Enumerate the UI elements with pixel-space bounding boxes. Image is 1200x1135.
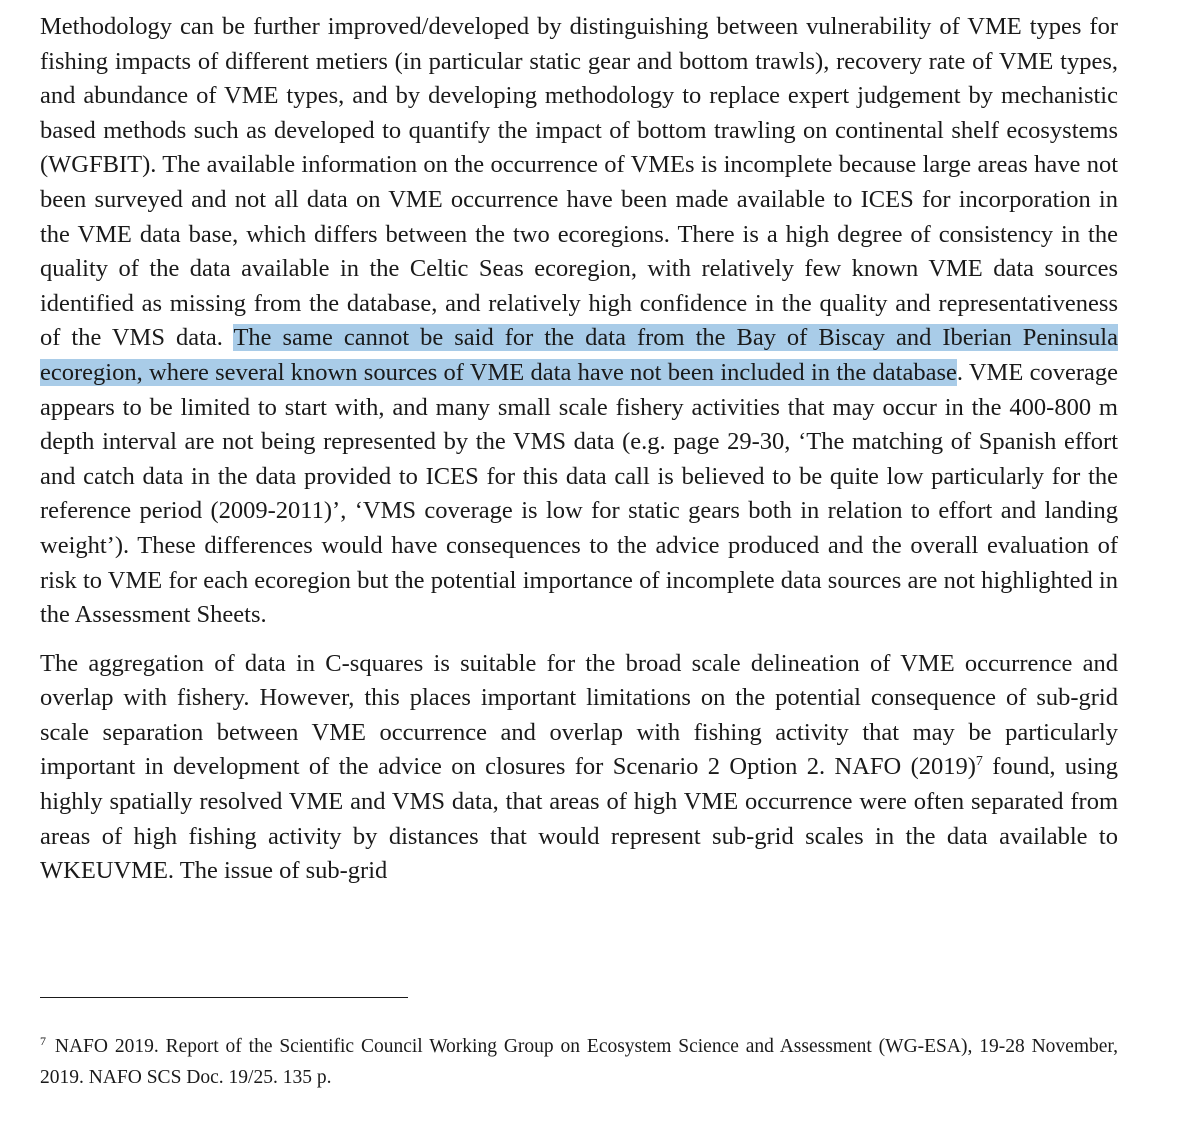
footnote-mark: 7 (40, 1033, 46, 1048)
footnote-reference[interactable]: 7 (975, 754, 983, 770)
highlighted-text-selection[interactable]: The same cannot be said for the data from the Bay of Biscay and Iberian Peninsula ecoregion, where several known sources of VME data have not been included in the database (40, 324, 1118, 386)
footnote (40, 1031, 1118, 1093)
footnote-text: NAFO 2019. Report of the Scientific Council Working Group on Ecosystem Science and Assessment (WG-ESA), 19-28 November, 2019. NAFO SCS Doc. 19/25. 135 p. (40, 1036, 1118, 1088)
document-body (40, 10, 1118, 889)
paragraph-text: The aggregation of data in C-squares is suitable for the broad scale delineation of VME occurrence and overlap with fishery. However, this places important limitations on the potential consequence of sub-grid scale separation between VME occurrence and overlap with fishing activity that may be particularly important in development of the advice on closures for Scenario 2 Option 2. NAFO (2019) (40, 649, 1118, 781)
paragraph-aggregation (40, 647, 1118, 889)
paragraph-text: found, using highly spatially resolved VME and VMS data, that areas of high VME occurrence were often separated from areas of high fishing activity by distances that would represent sub-grid scales in the data available to WKEUVME. The issue of sub-grid (40, 753, 1118, 885)
paragraph-text: . VME coverage appears to be limited to start with, and many small scale fishery activities that may occur in the 400-800 m depth interval are not being represented by the VMS data (e.g. page 29-30, ‘The matching of Spanish effort and catch data in the data provided to ICES for this data call is believed to be quite low particularly for the reference period (2009-2011)’, ‘VMS coverage is low for static gears both in relation to effort and landing weight’). These differences would have consequences to the advice produced and the overall evaluation of risk to VME for each ecoregion but the potential importance of incomplete data sources are not highlighted in the Assessment Sheets. (40, 358, 1118, 629)
footnote-separator (40, 997, 408, 998)
paragraph-text: Methodology can be further improved/developed by distinguishing between vulnerability of VME types for fishing impacts of different metiers (in particular static gear and bottom trawls), recovery rate of VME types, and abundance of VME types, and by developing methodology to replace expert judgement by mechanistic based methods such as developed to quantify the impact of bottom trawling on continental shelf ecosystems (WGFBIT). The available information on the occurrence of VMEs is incomplete because large areas have not been surveyed and not all data on VME occurrence have been made available to ICES for incorporation in the VME data base, which differs between the two ecoregions. There is a high degree of consistency in the quality of the data available in the Celtic Seas ecoregion, with relatively few known VME data sources identified as missing from the database, and relatively high confidence in the quality and representativeness of the VMS data. (40, 13, 1118, 352)
paragraph-methodology (40, 10, 1118, 633)
